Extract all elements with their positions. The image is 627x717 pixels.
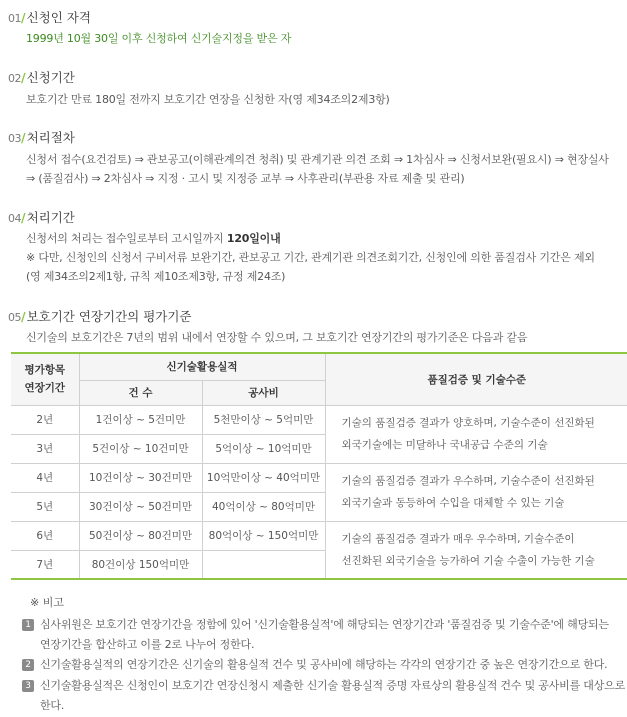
note-number-badge: 3: [22, 680, 34, 692]
header-cases: 건 수: [79, 380, 202, 405]
note-item-1-cont: 연장기간을 합산하고 이를 2로 나누어 정한다.: [40, 638, 255, 651]
note-item-3: 3 신기술활용실적은 신청인이 보호기간 연장신청시 제출한 신기술 활용실적 증명 자료상의 활용실적 건수 및 공사비를 대상으로: [22, 677, 625, 693]
note-item-3-cont: 한다.: [40, 699, 65, 712]
section-04-line-2: ※ 다만, 신청인의 신청서 구비서류 보완기간, 관보공고 기간, 관계기관 의견조회기간, 신청인에 의한 품질검사 기간은 제외: [26, 251, 595, 264]
section-04-line-1: 신청서의 처리는 접수일로부터 고시일까지 120일이내: [26, 232, 281, 245]
section-01-line: 1999년 10월 30일 이후 신청하여 신기술지정을 받은 자: [26, 32, 292, 45]
header-performance: 신기술활용실적: [79, 353, 325, 380]
quality-cell-2: 기술의 품질검증 결과가 우수하며, 기술수준이 선진화된 외국기술과 동등하여 수입을 대체할 수 있는 기술: [325, 463, 627, 521]
quality-cell-3: 기술의 품질검증 결과가 매우 우수하며, 기술수준이 선진화된 외국기술을 능가하여 기술 수출이 가능한 기술: [325, 521, 627, 579]
table-row: 5년 30건이상 ~ 50건미만 40억이상 ~ 80억미만: [11, 492, 627, 521]
section-04-line-3: (영 제34조의2제1항, 규칙 제10조제3항, 규정 제24조): [26, 270, 286, 283]
table-row: 3년 5건이상 ~ 10건미만 5억이상 ~ 10억미만: [11, 434, 627, 463]
note-number-badge: 1: [22, 619, 34, 631]
quality-cell-1: 기술의 품질검증 결과가 양호하며, 기술수준이 선진화된 외국기술에는 미달하나 국내공급 수준의 기술: [325, 405, 627, 463]
section-title-03: 03/처리절차: [8, 130, 75, 145]
section-05-line: 신기술의 보호기간은 7년의 범위 내에서 연장할 수 있으며, 그 보호기간 연장기간의 평가기준은 다음과 같음: [26, 331, 528, 344]
section-03-line-2: ⇒ (품질검사) ⇒ 2차심사 ⇒ 지정 · 고시 및 지정증 교부 ⇒ 사후관리(부관용 자료 제출 및 관리): [26, 172, 465, 185]
section-title-05: 05/보호기간 연장기간의 평가기준: [8, 309, 192, 324]
section-title-04: 04/처리기간: [8, 210, 75, 225]
note-item-1: 1 심사위원은 보호기간 연장기간을 정함에 있어 '신기술활용실적'에 해당되는 연장기간과 '품질검증 및 기술수준'에 해당되는: [22, 616, 609, 632]
header-item-period: 평가항목 연장기간: [11, 353, 79, 405]
notes-title: ※ 비고: [30, 596, 64, 609]
table-row: 6년 50건이상 ~ 80건미만 80억이상 ~ 150억미만 기술의 품질검증 결과가 매우 우수하며, 기술수준이 선진화된 외국기술을 능가하여 기술 수출이 가능한 기술: [11, 521, 627, 550]
table-row: 2년 1건이상 ~ 5건미만 5천만이상 ~ 5억미만 기술의 품질검증 결과가 양호하며, 기술수준이 선진화된 외국기술에는 미달하나 국내공급 수준의 기술: [11, 405, 627, 434]
table-row: 4년 10건이상 ~ 30건미만 10억만이상 ~ 40억미만 기술의 품질검증 결과가 우수하며, 기술수준이 선진화된 외국기술과 동등하여 수입을 대체할 수 있는 기술: [11, 463, 627, 492]
section-title-01: 01/신청인 자격: [8, 10, 91, 25]
section-03-line-1: 신청서 접수(요건검토) ⇒ 관보공고(이해관계의견 청취) 및 관계기관 의견 조회 ⇒ 1차심사 ⇒ 신청서보완(필요시) ⇒ 현장실사: [26, 153, 609, 166]
table-row: 7년 80건이상 150억미만: [11, 550, 627, 579]
header-quality: 품질검증 및 기술수준: [325, 353, 627, 405]
note-item-2: 2 신기술활용실적의 연장기간은 신기술의 활용실적 건수 및 공사비에 해당하는 각각의 연장기간 중 높은 연장기간으로 한다.: [22, 656, 607, 672]
section-02-line: 보호기간 만료 180일 전까지 보호기간 연장을 신청한 자(영 제34조의2제3항): [26, 93, 390, 106]
section-title-02: 02/신청기간: [8, 70, 75, 85]
note-number-badge: 2: [22, 659, 34, 671]
header-cost: 공사비: [202, 380, 325, 405]
evaluation-table: [11, 352, 627, 580]
processing-days: 120일이내: [226, 232, 281, 245]
